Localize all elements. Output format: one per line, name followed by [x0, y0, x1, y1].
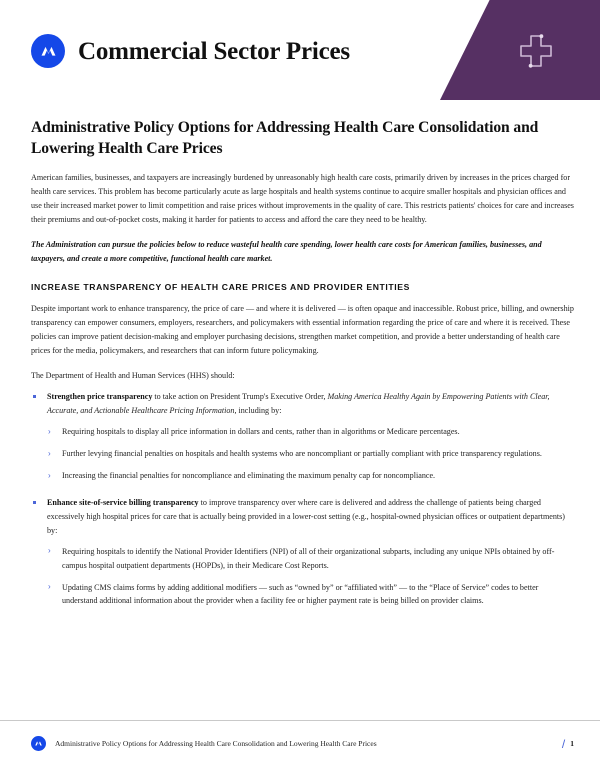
list-item [47, 425, 574, 439]
chevron-right-icon: › [48, 470, 51, 480]
sub-list-wrapper [47, 425, 574, 483]
footer-page-indicator [562, 738, 574, 750]
list-item [47, 581, 574, 609]
bullet-square-icon [33, 395, 36, 398]
chevron-right-icon: › [48, 426, 51, 436]
section-heading: INCREASE TRANSPARENCY OF HEALTH CARE PRICES AND PROVIDER ENTITIES [31, 281, 410, 292]
sub-item-text: Updating CMS claims forms by adding additional modifiers — such as “owned by” or “affiliated with” — to the “Place of Service” codes to better understand additional information about the provider when a facility fee or higher payment rate is being billed on provider claims. [62, 582, 539, 606]
footer-divider-rule [0, 720, 600, 721]
av-monogram-logo-icon [31, 736, 46, 751]
chevron-right-icon: › [48, 546, 51, 556]
bullet-text-before-cite: to take action on President Trump's Executive Order, [152, 392, 328, 402]
bullet-square-icon [33, 501, 36, 504]
footer-document-title: Administrative Policy Options for Addressing Health Care Consolidation and Lowering Health Care Prices [55, 738, 377, 748]
page-title: Administrative Policy Options for Addressing Health Care Consolidation and Lowering Health Care Prices [31, 119, 539, 157]
medical-cross-icon [516, 31, 556, 71]
header-brand-group [31, 34, 350, 68]
sub-item-text: Increasing the financial penalties for noncompliance and eliminating the maximum penalty cap for noncompliance. [62, 471, 436, 481]
list-item [31, 390, 574, 418]
list-item [31, 496, 574, 538]
chevron-right-icon: › [48, 582, 51, 591]
sub-item-text: Further levying financial penalties on hospitals and health systems who are noncompliant or partially compliant with price transparency regulations. [62, 449, 542, 459]
document-body [0, 101, 600, 608]
page-footer [0, 720, 600, 776]
bullet-lead-in: Strengthen price transparency [47, 392, 153, 402]
footer-page-number: 1 [570, 738, 574, 748]
bullet-text [47, 392, 550, 415]
bullet-citation-title: Making America Healthy Again by Empowering Patients with Clear, Accurate, and Actionable Healthcare Pricing Information [47, 392, 550, 416]
sub-item-text: Requiring hospitals to display all price information in dollars and cents, rather than in algorithms or Medicare percentages. [62, 427, 460, 437]
policy-sub-list [47, 545, 574, 609]
sub-list-wrapper [47, 545, 574, 609]
bullet-text-after-cite: , including by: [234, 406, 282, 416]
list-item [47, 545, 574, 573]
policy-bullet-list [31, 390, 574, 608]
sub-item-text: Requiring hospitals to identify the National Provider Identifiers (NPI) of all of their organizational subparts, including any unique NPIs obtained by off-campus hospital outpatient departments (HOPDs), in their Medicare Cost Reports. [62, 546, 555, 570]
header-title: Commercial Sector Prices [78, 37, 350, 65]
bullet-text [47, 498, 565, 535]
intro-paragraph: American families, businesses, and taxpayers are increasingly burdened by unreasonably high health care costs, primarily driven by increases in the prices charged for health care services. This problem has become particularly acute as large hospitals and health systems continue to acquire smaller hospitals and physician offices and use their increased market power to limit competition and raise prices without improvements in the quality of care. This restricts patients' choices for care and increases their premiums and out-of-pocket costs, making it harder for patients to access and afford the care they need to be healthy. [31, 173, 574, 225]
bullet-text-before-cite: to improve transparency over where care is delivered and address the challenge of patients being charged excessively high hospital prices for care that is actually being provided in a lower-cost setting (e.g., hospital-owned physician offices or outpatient departments) by: [47, 497, 565, 535]
agency-line: The Department of Health and Human Services (HHS) should: [31, 370, 235, 380]
lead-statement: The Administration can pursue the policies below to reduce wasteful health care spending, lower health care costs for American families, businesses, and taxpayers, and create a more competitive, functional health care market. [31, 240, 542, 263]
chevron-right-icon: › [48, 448, 51, 458]
bullet-lead-in: Enhance site-of-service billing transparency [47, 497, 199, 507]
list-item [47, 469, 574, 483]
footer-separator: / [561, 736, 566, 751]
page-header [0, 0, 600, 100]
av-monogram-logo-icon [31, 34, 65, 68]
policy-sub-list [47, 425, 574, 483]
list-item [47, 447, 574, 461]
section-paragraph: Despite important work to enhance transparency, the price of care — and where it is delivered — is often opaque and inaccessible. Robust price, billing, and ownership transparency can empower consumers, employers, researchers, and policymakers with essential information regarding the price of care and where it is received. These policies can improve patient decision-making and employer purchasing decisions, strengthen market competition, and provide a better understanding of health care prices for the media, policymakers, and researchers that can inform future policymaking. [31, 303, 574, 355]
